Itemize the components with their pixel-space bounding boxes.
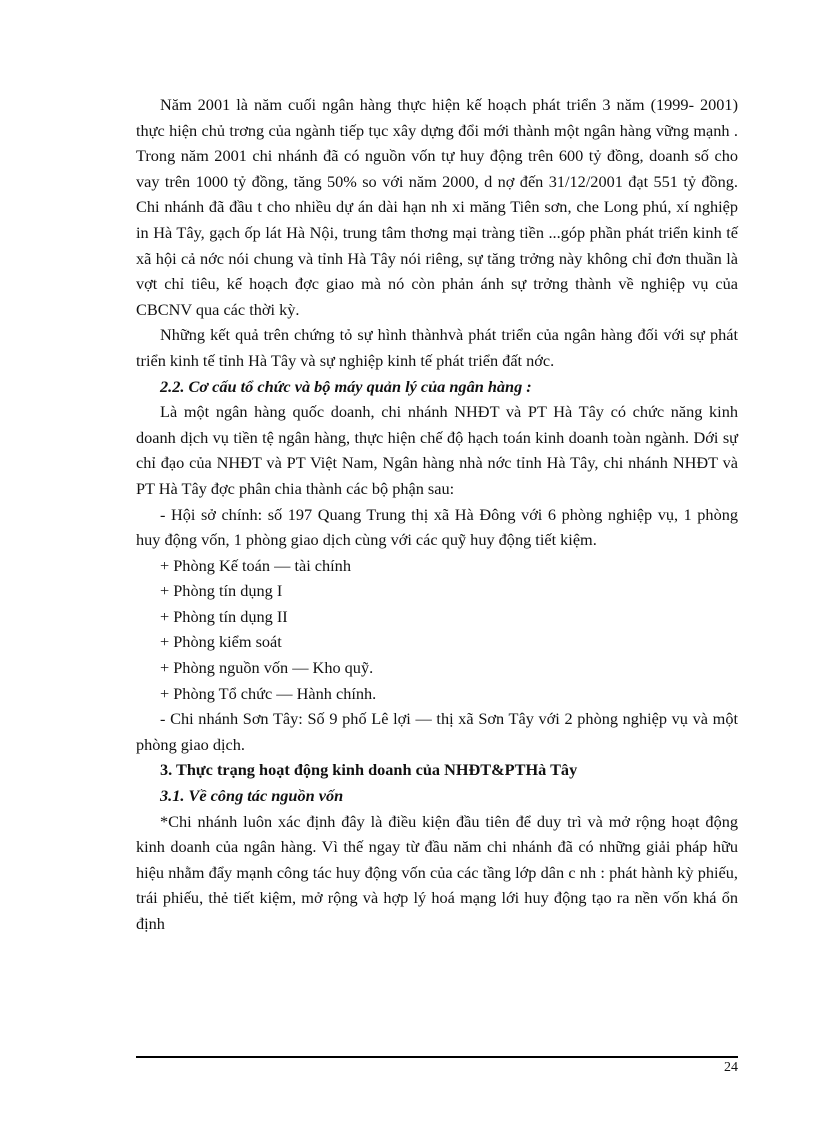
heading-3: 3. Thực trạng hoạt động kinh doanh của NHĐT&PTHà Tây [160,760,578,780]
department-item: + Phòng Kế toán — tài chính [160,555,351,575]
paragraph-conclusion: Những kết quả trên chứng tỏ sự hình thànhvà phát triển của ngân hàng đối với sự phát triển kinh tế tỉnh Hà Tây và sự nghiệp kinh tế phát triển đất nớc. [136,325,738,370]
paragraph-organization: Là một ngân hàng quốc doanh, chi nhánh NHĐT và PT Hà Tây có chức năng kinh doanh dịch vụ tiền tệ ngân hàng, thực hiện chế độ hạch toán kinh doanh toàn ngành. Dới sự chỉ đạo của NHĐT và PT Việt Nam, Ngân hàng nhà nớc tỉnh Hà Tây, chi nhánh NHĐT và PT Hà Tây đợc phân chia thành các bộ phận sau: [136,402,738,498]
paragraph-2001-results: Năm 2001 là năm cuối ngân hàng thực hiện kế hoạch phát triển 3 năm (1999- 2001) thực hiện chủ trơng của ngành tiếp tục xây dựng đổi mới thành một ngân hàng vững mạnh . Trong năm 2001 chi nhánh đã có nguồn vốn tự huy động trên 600 tỷ đồng, doanh số cho vay trên 1000 tỷ đồng, tăng 50% so với năm 2000, d nợ đến 31/12/2001 đạt 551 tỷ đồng. Chi nhánh đã đầu t cho nhiều dự án dài hạn nh xi măng Tiên sơn, che Long phú, xí nghiệp in Hà Tây, gạch ốp lát Hà Nội, trung tâm thơng mại tràng tiền ...góp phần phát triển kinh tế xã hội cả nớc nói chung và tỉnh Hà Tây nói riêng, sự tăng trởng này không chỉ đơn thuần là vợt chỉ tiêu, kế hoạch đợc giao mà nó còn phản ánh sự trởng thành về nghiệp vụ của CBCNV qua các thời kỳ. [136,95,738,319]
department-item: + Phòng nguồn vốn — Kho quỹ. [160,658,374,678]
heading-3-1: 3.1. Về công tác nguồn vốn [160,786,344,806]
paragraph-branch-son-tay: - Chi nhánh Sơn Tây: Số 9 phố Lê lợi — thị xã Sơn Tây với 2 phòng nghiệp vụ và một phòng giao dịch. [136,709,738,754]
footer-divider [136,1056,738,1058]
document-body [136,92,738,937]
page-number: 24 [724,1060,738,1075]
heading-2-2: 2.2. Cơ cấu tổ chức và bộ máy quản lý của ngân hàng : [160,376,532,396]
paragraph-capital: *Chi nhánh luôn xác định đây là điều kiện đầu tiên để duy trì và mở rộng hoạt động kinh doanh của ngân hàng. Vì thế ngay từ đầu năm chi nhánh đã có những giải pháp hữu hiệu nhằm đẩy mạnh công tác huy động vốn của các tầng lớp dân c nh : phát hành kỳ phiếu, trái phiếu, thẻ tiết kiệm, mở rộng và hợp lý hoá mạng lới huy động tạo ra nền vốn khá ổn định [136,811,738,933]
department-item: + Phòng Tổ chức — Hành chính. [160,683,377,703]
department-item: + Phòng kiểm soát [160,632,282,652]
paragraph-head-office: - Hội sở chính: số 197 Quang Trung thị xã Hà Đông với 6 phòng nghiệp vụ, 1 phòng huy động vốn, 1 phòng giao dịch cùng với các quỹ huy động tiết kiệm. [136,504,738,550]
department-item: + Phòng tín dụng I [160,581,283,601]
department-item: + Phòng tín dụng II [160,606,288,626]
